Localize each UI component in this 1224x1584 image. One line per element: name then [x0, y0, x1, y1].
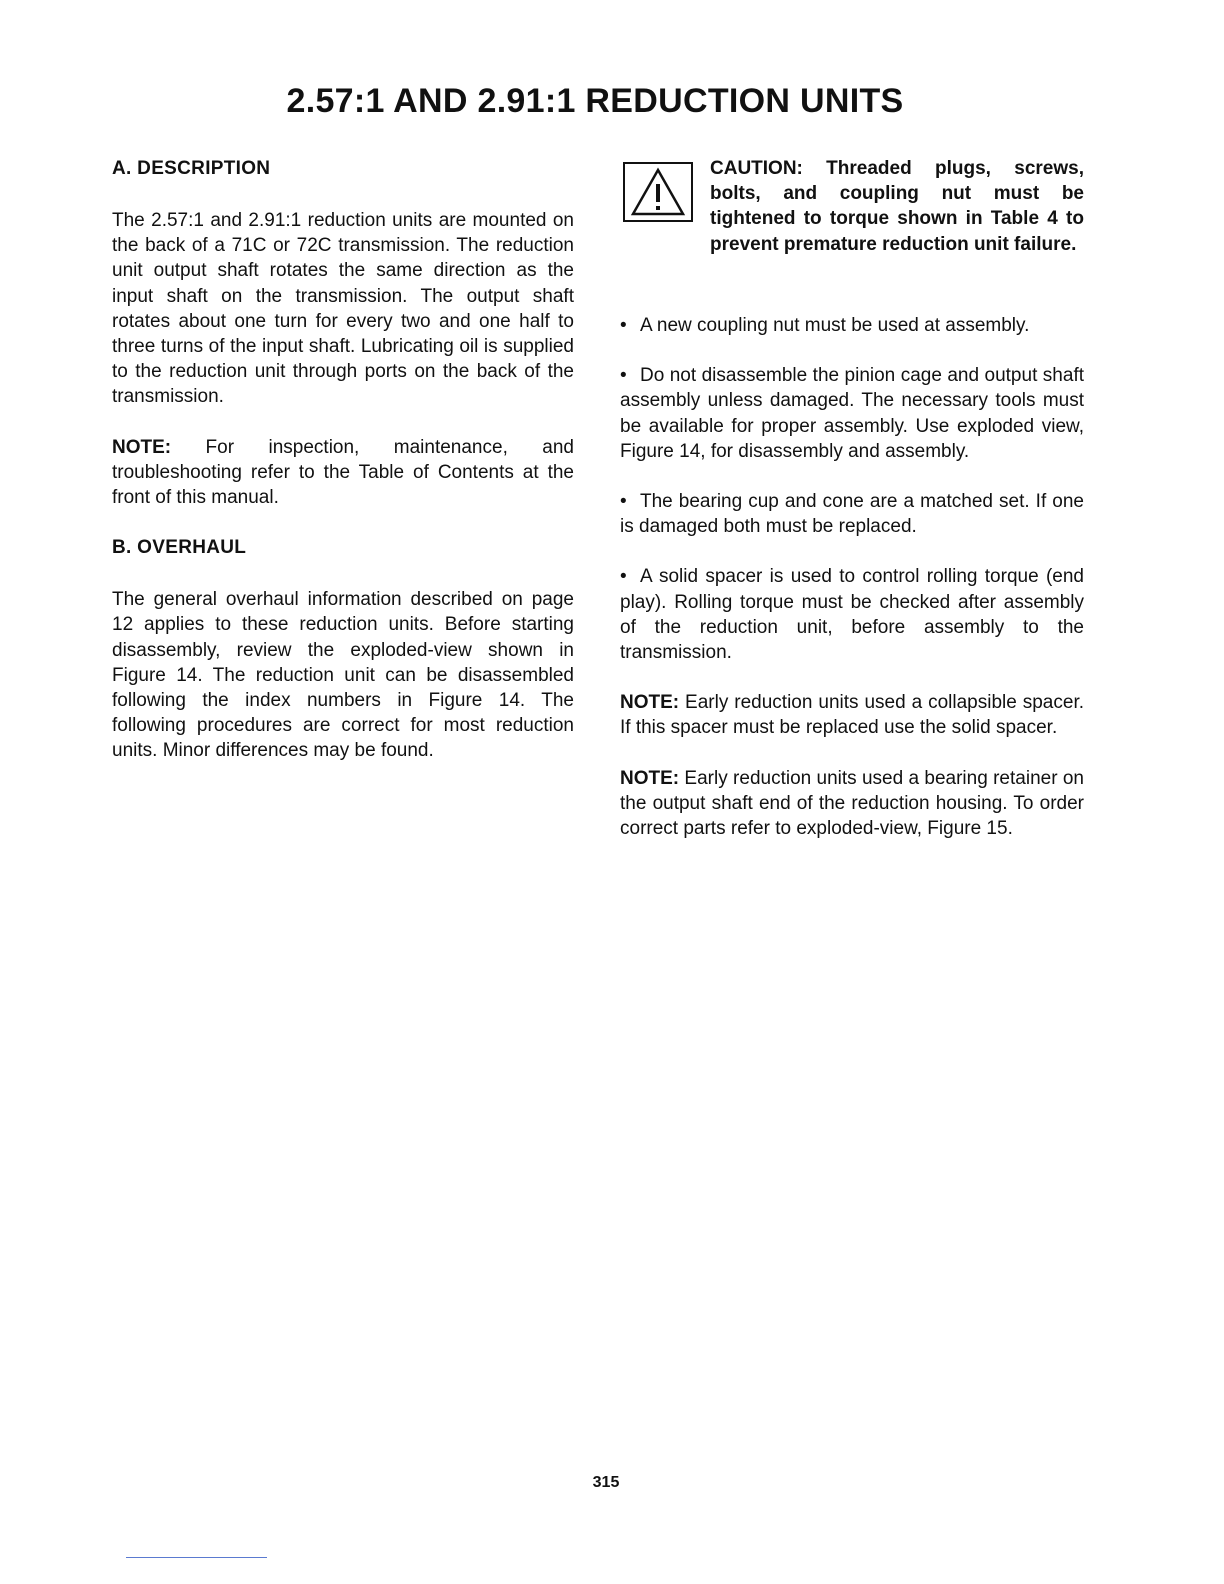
bullet-item [620, 363, 1084, 464]
description-heading: A. DESCRIPTION [112, 158, 271, 179]
note-label: NOTE: [112, 436, 172, 458]
contents-note [112, 435, 574, 511]
bullet-text: A new coupling nut must be used at assembly. [640, 315, 1030, 336]
description-paragraph: The 2.57:1 and 2.91:1 reduction units are mounted on the back of a 71C or 72C transmission. The reduction unit output shaft rotates the same direction as the input shaft on the transmission. The output shaft rotates about one turn for every two and one half to three turns of the input shaft. Lubricating oil is supplied to the reduction unit through ports on the back of the transmission. [112, 210, 574, 408]
overhaul-paragraph: The general overhaul information described on page 12 applies to these reduction units. Before starting disassembly, review the exploded-view shown in Figure 14. The reduction unit can be disassembled following the index numbers in Figure 14. The following procedures are correct for most reduction units. Minor differences may be found. [112, 589, 574, 762]
bullet-symbol: • [620, 491, 627, 513]
page-number: 315 [592, 1474, 620, 1491]
bullet-item [620, 489, 1084, 539]
note-label: NOTE: [620, 767, 680, 789]
bullet-text: A solid spacer is used to control rolling torque (end play). Rolling torque must be checked after assembly of the reduction unit, before assembly to the transmission. [620, 566, 1084, 664]
right-column [620, 156, 1084, 866]
bullet-text: Do not disassemble the pinion cage and output shaft assembly unless damaged. The necessary tools must be available for proper assembly. Use exploded view, Figure 14, for disassembly and assembly. [620, 365, 1084, 462]
left-column [112, 156, 574, 789]
note-text: For inspection, maintenance, and troubleshooting refer to the Table of Contents at the front of this manual. [112, 436, 574, 509]
footer-rule [126, 1557, 267, 1558]
note-label: NOTE: [620, 692, 680, 714]
overhaul-heading: B. OVERHAUL [112, 537, 247, 559]
bullet-symbol: • [620, 365, 627, 387]
bullet-item [620, 313, 1084, 338]
bullet-text: The bearing cup and cone are a matched set. If one is damaged both must be replaced. [620, 491, 1084, 538]
warning-triangle-icon [623, 162, 693, 222]
note-text: Early reduction units used a bearing retainer on the output shaft end of the reduction housing. To order correct parts refer to exploded-view, Figure 15. [620, 767, 1084, 840]
bullet-item [620, 564, 1084, 665]
spacer-note [620, 690, 1084, 740]
note-text: Early reduction units used a collapsible spacer. If this spacer must be replaced use the solid spacer. [620, 692, 1084, 739]
caution-text: CAUTION: Threaded plugs, screws, bolts, and coupling nut must be tightened to torque shown in Table 4 to prevent premature reduction unit failure. [710, 158, 1084, 255]
caution-block [620, 156, 1084, 286]
page-title: 2.57:1 AND 2.91:1 REDUCTION UNITS [286, 82, 904, 120]
bullet-symbol: • [620, 315, 627, 336]
bullet-symbol: • [620, 566, 627, 588]
retainer-note [620, 766, 1084, 842]
